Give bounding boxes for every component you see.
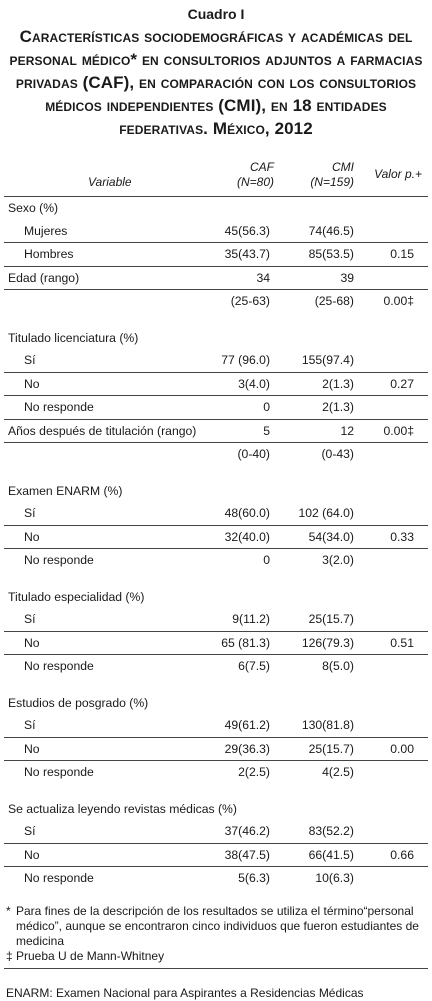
- footnote-dagger-text: Prueba U de Mann-Whitney: [16, 948, 165, 963]
- cmi-value: 2(1.3): [274, 396, 356, 420]
- table-row: [4, 243, 428, 267]
- row-label: No: [4, 631, 216, 655]
- header-cmi-label: CMI: [332, 160, 354, 174]
- table-row: [4, 655, 428, 678]
- caf-value: 0: [216, 549, 274, 572]
- row-label: No responde: [4, 655, 216, 678]
- spacer-row: [4, 313, 428, 327]
- row-label: [4, 290, 216, 313]
- table-row: [4, 549, 428, 572]
- p-value: [356, 502, 428, 525]
- caf-value: 6(7.5): [216, 655, 274, 678]
- row-label: [4, 443, 216, 466]
- table-row: [4, 737, 428, 761]
- cmi-value: 25(15.7): [274, 737, 356, 761]
- section-row: [4, 692, 428, 715]
- row-label: Sí: [24, 612, 36, 627]
- cmi-value: 2(1.3): [274, 372, 356, 396]
- spacer-row: [4, 678, 428, 692]
- table-row: [4, 419, 428, 443]
- footnote-dagger: [6, 949, 426, 964]
- table-row: [4, 290, 428, 313]
- row-label: Mujeres: [24, 223, 68, 238]
- table-title: Características sociodemográficas y académicas del personal médico* en consultorios adjuntos a farmacias privadas (CAF), en comparación con los consultorios médicos independientes (CMI), en 18 entidades federativas. México, 2012: [9, 27, 423, 138]
- section-label: Titulado especialidad (%): [8, 589, 145, 604]
- table-row: [4, 220, 428, 243]
- cmi-value: 39: [274, 266, 356, 290]
- spacer-row: [4, 466, 428, 480]
- caf-value: (0-40): [216, 443, 274, 466]
- table-row: [4, 714, 428, 737]
- section-label: Se actualiza leyendo revistas médicas (%): [8, 801, 237, 816]
- table-row: [4, 631, 428, 655]
- section-label: Sexo (%): [8, 201, 59, 216]
- row-label: No responde: [4, 867, 216, 890]
- header-variable: Variable: [4, 160, 216, 197]
- caf-value: 34: [216, 266, 274, 290]
- table-row: [4, 867, 428, 890]
- section-label: Examen ENARM (%): [8, 483, 123, 498]
- cmi-value: 3(2.0): [274, 549, 356, 572]
- p-value: [356, 714, 428, 737]
- cmi-value: 12: [274, 419, 356, 443]
- section-row: [4, 480, 428, 503]
- caf-value: 3(4.0): [216, 372, 274, 396]
- table-row: [4, 443, 428, 466]
- cmi-value: 85(53.5): [274, 243, 356, 267]
- p-value: [356, 266, 428, 290]
- p-value: 0.00‡: [356, 290, 428, 313]
- p-value: 0.00: [356, 737, 428, 761]
- table-row: [4, 349, 428, 372]
- table-row: [4, 502, 428, 525]
- p-value: 0.66: [356, 843, 428, 867]
- section-row: [4, 197, 428, 220]
- p-value: [356, 349, 428, 372]
- p-value: 0.51: [356, 631, 428, 655]
- cmi-value: 83(52.2): [308, 824, 354, 839]
- footnote-star-symbol: *: [6, 903, 11, 918]
- header-pvalue: Valor p.+: [356, 160, 428, 197]
- cmi-value: 130(81.8): [301, 718, 354, 733]
- p-value: 0.33: [356, 525, 428, 549]
- cmi-value: 25(15.7): [308, 612, 354, 627]
- table-notes: [6, 904, 426, 1001]
- header-cmi-n: (N=159): [310, 175, 354, 189]
- p-value: 0.27: [356, 372, 428, 396]
- header-caf-n: (N=80): [236, 175, 274, 189]
- table-row: [4, 608, 428, 631]
- bottom-rule: [4, 968, 428, 969]
- row-label: Edad (rango): [4, 266, 216, 290]
- caf-value: (25-63): [216, 290, 274, 313]
- caf-value: 49(61.2): [224, 718, 270, 733]
- cmi-value: 8(5.0): [274, 655, 356, 678]
- section-label: Estudios de posgrado (%): [8, 695, 149, 710]
- caf-value: 77 (96.0): [221, 353, 270, 368]
- row-label: Años después de titulación (rango): [4, 419, 216, 443]
- table-row: [4, 525, 428, 549]
- footnote-star-text: Para fines de la descripción de los resultados se utiliza el término“personal médico”, aunque se encontraron cinco individuos que fueron estudiantes de medicina: [16, 903, 419, 948]
- p-value: [356, 396, 428, 420]
- cmi-value: 54(34.0): [274, 525, 356, 549]
- caf-value: 0: [216, 396, 274, 420]
- cmi-value: 66(41.5): [274, 843, 356, 867]
- caf-value: 48(60.0): [224, 506, 270, 521]
- footnote-dagger-symbol: ‡: [6, 948, 13, 963]
- row-label: No: [4, 843, 216, 867]
- p-value: [356, 655, 428, 678]
- p-value: 0.00‡: [356, 419, 428, 443]
- cmi-value: (0-43): [274, 443, 356, 466]
- table-row: [4, 820, 428, 843]
- p-value: [356, 549, 428, 572]
- abbreviation-note: ENARM: Examen Nacional para Aspirantes a Residencias Médicas: [6, 985, 364, 1000]
- caf-value: 45(56.3): [224, 223, 270, 238]
- cmi-value: 74(46.5): [308, 223, 354, 238]
- data-table: [4, 160, 428, 890]
- caf-value: 9(11.2): [232, 612, 270, 627]
- caf-value: 5(6.3): [216, 867, 274, 890]
- table-row: [4, 396, 428, 420]
- table-caption: Cuadro I: [187, 6, 245, 22]
- section-row: [4, 798, 428, 821]
- row-label: Sí: [24, 506, 36, 521]
- p-value: [356, 220, 428, 243]
- table-body: [4, 197, 428, 890]
- table-row: [4, 266, 428, 290]
- caf-value: 65 (81.3): [216, 631, 274, 655]
- cmi-value: 4(2.5): [274, 761, 356, 784]
- section-label: Titulado licenciatura (%): [8, 330, 139, 345]
- p-value: [356, 443, 428, 466]
- row-label: No: [4, 737, 216, 761]
- spacer-row: [4, 784, 428, 798]
- section-row: [4, 327, 428, 350]
- table-row: [4, 761, 428, 784]
- row-label: Sí: [24, 353, 36, 368]
- p-value: [356, 608, 428, 631]
- cmi-value: 102 (64.0): [298, 506, 354, 521]
- table-row: [4, 372, 428, 396]
- cmi-value: 155(97.4): [301, 353, 354, 368]
- section-row: [4, 586, 428, 609]
- caf-value: 5: [216, 419, 274, 443]
- header-cmi: [274, 160, 356, 197]
- row-label: No: [4, 372, 216, 396]
- caf-value: 35(43.7): [216, 243, 274, 267]
- caf-value: 37(46.2): [224, 824, 270, 839]
- row-label: Sí: [24, 824, 36, 839]
- row-label: No responde: [4, 549, 216, 572]
- cmi-value: 10(6.3): [274, 867, 356, 890]
- caf-value: 2(2.5): [216, 761, 274, 784]
- row-label: No responde: [4, 396, 216, 420]
- caf-value: 32(40.0): [216, 525, 274, 549]
- table-header-row: [4, 160, 428, 197]
- header-caf: [216, 160, 274, 197]
- footnote-star: [6, 904, 426, 949]
- cmi-value: 126(79.3): [274, 631, 356, 655]
- caf-value: 38(47.5): [216, 843, 274, 867]
- caf-value: 29(36.3): [216, 737, 274, 761]
- row-label: No responde: [4, 761, 216, 784]
- table-row: [4, 843, 428, 867]
- row-label: Sí: [24, 718, 36, 733]
- row-label: Hombres: [4, 243, 216, 267]
- p-value: [356, 820, 428, 843]
- p-value: [356, 761, 428, 784]
- p-value: [356, 867, 428, 890]
- cmi-value: (25-68): [274, 290, 356, 313]
- row-label: No: [4, 525, 216, 549]
- p-value: 0.15: [356, 243, 428, 267]
- header-caf-label: CAF: [250, 160, 274, 174]
- spacer-row: [4, 572, 428, 586]
